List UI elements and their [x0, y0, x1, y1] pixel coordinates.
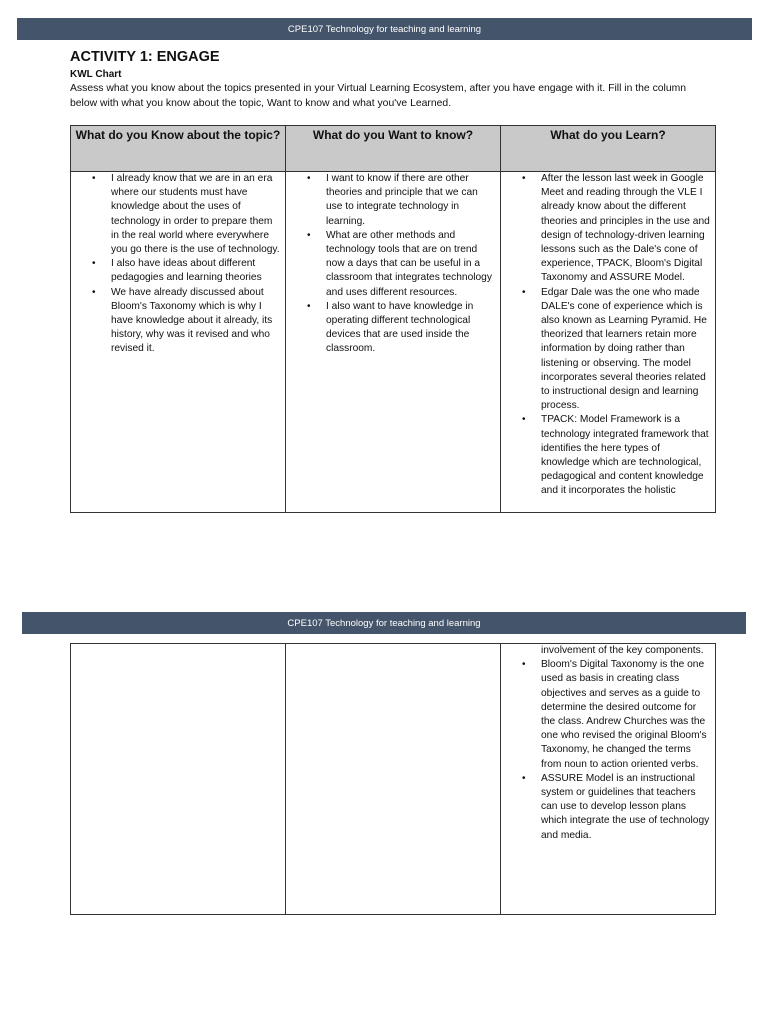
list-item: • I want to know if there are other theories and principle that we can use to integrate technology in learning. — [326, 172, 496, 229]
header-want: What do you Want to know? — [286, 126, 501, 172]
list-item: • TPACK: Model Framework is a technology integrated framework that identifies the here types of knowledge which are technological, pedagogical and content knowledge and it incorporates the holistic — [541, 413, 711, 498]
want-list — [286, 172, 500, 357]
learn-list — [501, 172, 715, 499]
kwl-content-row — [71, 172, 716, 513]
list-item: • I also want to have knowledge in operating different technological devices that are used inside the classroom. — [326, 300, 496, 357]
list-item: • I already know that we are in an era where our students must have knowledge about the uses of technology in order to prepare them in the real world where everywhere you go there is the use of technology. — [111, 172, 281, 257]
list-item: • Edgar Dale was the one who made DALE's cone of experience which is also known as Learning Pyramid. He theorized that learners retain more information by doing rather than listening or observing. The model incorporates several theories related to instructional design and learning process. — [541, 286, 711, 414]
learn-cell — [501, 172, 716, 513]
learn-continued-text: involvement of the key components. — [541, 645, 704, 656]
learn-list-continued — [501, 658, 715, 843]
kwl-chart-table-continued — [70, 643, 716, 915]
want-cell-continued — [286, 644, 501, 915]
page-header-banner-2 — [22, 612, 746, 634]
header-know: What do you Know about the topic? — [71, 126, 286, 172]
kwl-chart-table — [70, 125, 716, 513]
page-header-banner — [17, 18, 752, 40]
kwl-content-row-continued — [71, 644, 716, 915]
list-item: • Bloom's Digital Taxonomy is the one used as basis in creating class objectives and serves as a guide to determine the desired outcome for the class. Andrew Churches was the one who revised the original Bloom's Taxonomy, he changed the terms from noun to action oriented verbs. — [541, 658, 711, 772]
header-text: CPE107 Technology for teaching and learning — [287, 23, 482, 35]
activity-subtitle: KWL Chart — [70, 69, 122, 80]
list-item: • I also have ideas about different pedagogies and learning theories — [111, 257, 281, 285]
want-cell — [286, 172, 501, 513]
list-item: • After the lesson last week in Google Meet and reading through the VLE I already know about the different theories and principles in the use and design of technology-driven learning lessons such as the Dale's cone of experience, TPACK, Bloom's Digital Taxonomy and ASSURE Model. — [541, 172, 711, 286]
kwl-header-row — [71, 126, 716, 172]
know-cell — [71, 172, 286, 513]
activity-instructions: Assess what you know about the topics presented in your Virtual Learning Ecosystem, after you have engage with it. Fill in the column below with what you know about the topic, Want to know and what you've Learned. — [70, 83, 687, 109]
know-cell-continued — [71, 644, 286, 915]
header-text: CPE107 Technology for teaching and learning — [287, 617, 481, 629]
header-learn: What do you Learn? — [501, 126, 716, 172]
list-item: • What are other methods and technology tools that are on trend now a days that can be useful in a classroom that integrates technology and uses different resources. — [326, 229, 496, 300]
activity-title: ACTIVITY 1: ENGAGE — [70, 49, 220, 65]
list-item: • ASSURE Model is an instructional system or guidelines that teachers can use to develop lesson plans which integrate the use of technology and media. — [541, 772, 711, 843]
learn-cell-continued — [501, 644, 716, 915]
know-list — [71, 172, 285, 357]
list-item: • We have already discussed about Bloom's Taxonomy which is why I have knowledge about it already, its history, why was it revised and who revised it. — [111, 286, 281, 357]
